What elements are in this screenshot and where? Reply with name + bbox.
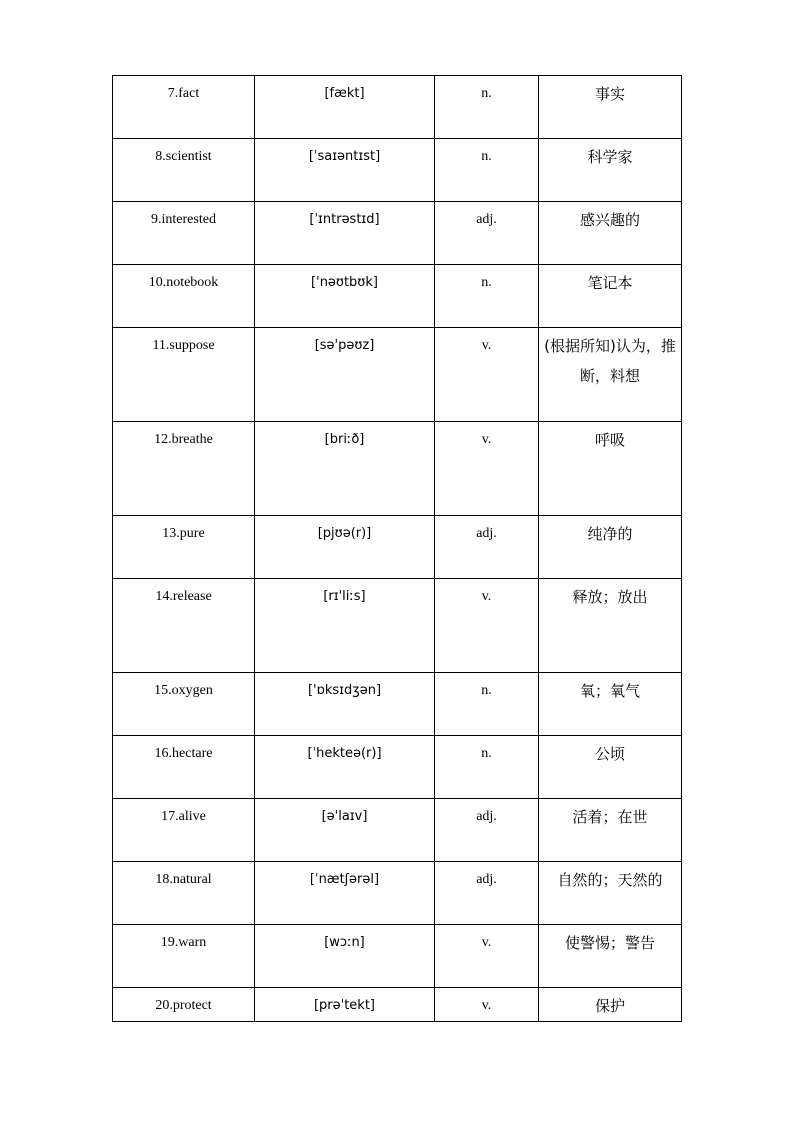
- phonetic-cell: ['nəʊtbʊk]: [255, 265, 435, 328]
- word-cell: 9.interested: [113, 202, 255, 265]
- table-row: [113, 988, 682, 1022]
- phonetic-cell: [rɪ'liːs]: [255, 579, 435, 673]
- part-of-speech-cell: v.: [435, 988, 539, 1022]
- phonetic-cell: [prəˈtekt]: [255, 988, 435, 1022]
- table-row: [113, 76, 682, 139]
- meaning-cell: 笔记本: [539, 265, 682, 328]
- vocabulary-table: [112, 75, 682, 1022]
- word-cell: 20.protect: [113, 988, 255, 1022]
- word-cell: 16.hectare: [113, 736, 255, 799]
- meaning-cell: 公顷: [539, 736, 682, 799]
- part-of-speech-cell: v.: [435, 925, 539, 988]
- meaning-cell: 科学家: [539, 139, 682, 202]
- part-of-speech-cell: n.: [435, 265, 539, 328]
- part-of-speech-cell: adj.: [435, 799, 539, 862]
- meaning-cell: 纯净的: [539, 516, 682, 579]
- meaning-cell: 释放；放出: [539, 579, 682, 673]
- phonetic-cell: [ə'laɪv]: [255, 799, 435, 862]
- meaning-cell: 呼吸: [539, 422, 682, 516]
- phonetic-cell: [fækt]: [255, 76, 435, 139]
- part-of-speech-cell: v.: [435, 328, 539, 422]
- table-row: [113, 799, 682, 862]
- phonetic-cell: [wɔːn]: [255, 925, 435, 988]
- table-row: [113, 673, 682, 736]
- meaning-cell: 活着；在世: [539, 799, 682, 862]
- meaning-cell: 事实: [539, 76, 682, 139]
- table-row: [113, 925, 682, 988]
- part-of-speech-cell: v.: [435, 579, 539, 673]
- word-cell: 15.oxygen: [113, 673, 255, 736]
- phonetic-cell: [sə'pəʊz]: [255, 328, 435, 422]
- phonetic-cell: [ˈhekteə(r)]: [255, 736, 435, 799]
- part-of-speech-cell: n.: [435, 76, 539, 139]
- part-of-speech-cell: n.: [435, 673, 539, 736]
- table-row: [113, 139, 682, 202]
- table-row: [113, 579, 682, 673]
- word-cell: 10.notebook: [113, 265, 255, 328]
- meaning-cell: 保护: [539, 988, 682, 1022]
- meaning-cell: 氧；氧气: [539, 673, 682, 736]
- word-cell: 17.alive: [113, 799, 255, 862]
- word-cell: 12.breathe: [113, 422, 255, 516]
- part-of-speech-cell: adj.: [435, 862, 539, 925]
- table-row: [113, 516, 682, 579]
- word-cell: 7.fact: [113, 76, 255, 139]
- word-cell: 18.natural: [113, 862, 255, 925]
- table-row: [113, 422, 682, 516]
- word-cell: 19.warn: [113, 925, 255, 988]
- meaning-cell: (根据所知)认为，推断，料想: [539, 328, 682, 422]
- part-of-speech-cell: n.: [435, 139, 539, 202]
- phonetic-cell: [ˈsaɪəntɪst]: [255, 139, 435, 202]
- word-cell: 8.scientist: [113, 139, 255, 202]
- phonetic-cell: [pjʊə(r)]: [255, 516, 435, 579]
- table-row: [113, 736, 682, 799]
- table-row: [113, 265, 682, 328]
- part-of-speech-cell: n.: [435, 736, 539, 799]
- word-cell: 11.suppose: [113, 328, 255, 422]
- phonetic-cell: [ˈnætʃərəl]: [255, 862, 435, 925]
- meaning-cell: 自然的；天然的: [539, 862, 682, 925]
- table-row: [113, 862, 682, 925]
- part-of-speech-cell: adj.: [435, 516, 539, 579]
- table-row: [113, 328, 682, 422]
- meaning-cell: 使警惕；警告: [539, 925, 682, 988]
- meaning-cell: 感兴趣的: [539, 202, 682, 265]
- table-row: [113, 202, 682, 265]
- part-of-speech-cell: v.: [435, 422, 539, 516]
- phonetic-cell: [briːð]: [255, 422, 435, 516]
- part-of-speech-cell: adj.: [435, 202, 539, 265]
- phonetic-cell: [ˈɪntrəstɪd]: [255, 202, 435, 265]
- word-cell: 13.pure: [113, 516, 255, 579]
- word-cell: 14.release: [113, 579, 255, 673]
- phonetic-cell: ['ɒksɪdʒən]: [255, 673, 435, 736]
